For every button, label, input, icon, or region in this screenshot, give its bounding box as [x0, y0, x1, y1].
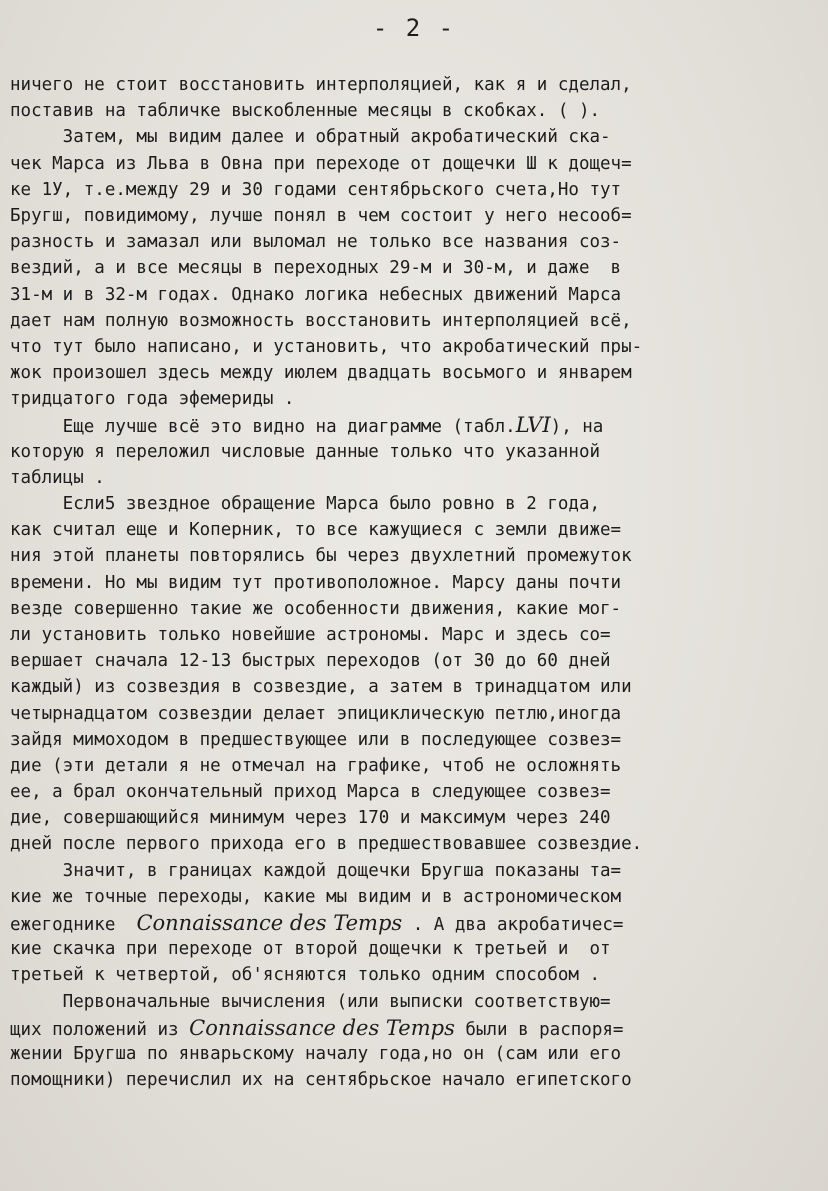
text-line: [10, 674, 822, 700]
text-line: [10, 989, 822, 1015]
typed-text: ежегоднике: [10, 915, 137, 935]
text-line: [10, 884, 822, 910]
typed-text: вездий, а и все месяцы в переходных 29-м и 30-м, и даже в: [10, 258, 622, 279]
text-line: [10, 98, 822, 124]
typed-text: Значит, в границах каждой дощечки Бругша показаны та=: [10, 860, 622, 881]
text-line: [10, 255, 822, 281]
typed-text: жок произошел здесь между июлем двадцать восьмого и январем: [10, 363, 632, 384]
handwritten-insert: LVI: [515, 413, 551, 438]
text-line: [10, 962, 822, 988]
text-line: [10, 622, 822, 648]
text-line: [10, 753, 822, 779]
typed-text: дие (эти детали я не отмечал на графике, чтоб не осложнять: [10, 755, 622, 776]
text-line: [10, 570, 822, 596]
text-line: [10, 308, 822, 334]
text-line: [10, 282, 822, 308]
text-line: [10, 334, 822, 360]
typed-text: ее, а брал окончательный приход Марса в следующее созвез=: [10, 782, 611, 803]
typed-text: кие скачка при переходе от второй дощечки к третьей и от: [10, 939, 611, 960]
typed-text: . А два акробатичес=: [402, 915, 624, 935]
typed-text: которую я переложил числовые данные только что указанной: [10, 441, 601, 462]
typed-text: поставив на табличке выскобленные месяцы в скобках. ( ).: [10, 101, 601, 122]
text-line: [10, 412, 822, 438]
text-line: [10, 727, 822, 753]
text-line: [10, 491, 822, 517]
body-text: [10, 72, 822, 1093]
handwritten-insert: Connaissance des Temps: [189, 1015, 455, 1040]
text-line: [10, 648, 822, 674]
typed-text: дней после первого прихода его в предшествовавшее созвездие.: [10, 834, 643, 855]
typed-text: Еще лучше всё это видно на диаграмме (табл.: [10, 417, 516, 438]
typed-text: дие, совершающийся минимум через 170 и максимум через 240: [10, 808, 611, 829]
text-line: [10, 386, 822, 412]
typed-text: Затем, мы видим далее и обратный акробатический ска-: [10, 127, 611, 148]
typed-text: дает нам полную возможность восстановить интерполяцией всё,: [10, 310, 632, 331]
text-line: [10, 936, 822, 962]
text-line: [10, 439, 822, 465]
text-line: [10, 177, 822, 203]
handwritten-insert: Connaissance des Temps: [136, 911, 403, 935]
text-line: [10, 701, 822, 727]
typed-text: Бругш, повидимому, лучше понял в чем состоит у него несооб=: [10, 205, 632, 226]
typed-text: Первоначальные вычисления (или выписки соответствую=: [10, 991, 611, 1012]
page-number: - 2 -: [372, 14, 456, 42]
text-line: [10, 543, 822, 569]
typed-text: ли установить только новейшие астрономы. Марс и здесь со=: [10, 624, 611, 645]
typed-text: ничего не стоит восстановить интерполяцией, как я и сделал,: [10, 75, 632, 95]
typed-text: кие же точные переходы, какие мы видим и в астрономическом: [10, 886, 622, 907]
typed-text: разность и замазал или выломал не только все названия соз-: [10, 232, 622, 253]
text-line: [10, 910, 822, 936]
typed-text: таблицы .: [10, 467, 105, 488]
text-line: [10, 1067, 822, 1093]
typed-text: жении Бругша по январьскому началу года,но он (сам или его: [10, 1043, 622, 1064]
text-line: [10, 831, 822, 857]
typed-text: были в распоря=: [454, 1019, 624, 1040]
typed-text: как считал еще и Коперник, то все кажущиеся с земли движе=: [10, 520, 622, 541]
text-line: [10, 1041, 822, 1067]
typed-text: четырнадцатом созвездии делает эпициклическую петлю,иногда: [10, 703, 622, 724]
typed-text: третьей к четвертой, об'ясняются только одним способом .: [10, 965, 601, 986]
typed-text: везде совершенно такие же особенности движения, какие мог-: [10, 598, 622, 619]
text-line: [10, 72, 822, 98]
text-line: [10, 805, 822, 831]
typed-text: каждый) из созвездия в созвездие, а затем в тринадцатом или: [10, 677, 632, 698]
typed-text: вершает сначала 12-13 быстрых переходов (от 30 до 60 дней: [10, 651, 611, 672]
text-line: [10, 360, 822, 386]
typed-text: времени. Но мы видим тут противоположное. Марсу даны почти: [10, 572, 622, 593]
typed-text: что тут было написано, и установить, что акробатический пры-: [10, 336, 643, 357]
typed-text: помощники) перечислил их на сентябрьское начало египетского: [10, 1070, 632, 1091]
text-line: [10, 779, 822, 805]
typed-text: ), на: [550, 417, 604, 438]
typed-text: зайдя мимоходом в предшествующее или в последующее созвез=: [10, 729, 622, 750]
typed-text: щих положений из: [10, 1019, 190, 1040]
text-line: [10, 465, 822, 491]
typed-text: Если5 звездное обращение Марса было ровно в 2 года,: [10, 494, 601, 514]
typed-text: чек Марса из Льва в Овна при переходе от дощечки Ш к дощеч=: [10, 153, 632, 174]
text-line: [10, 229, 822, 255]
text-line: [10, 517, 822, 543]
typed-text: 31-м и в 32-м годах. Однако логика небесных движений Марса: [10, 284, 622, 305]
typed-text: ния этой планеты повторялись бы через двухлетний промежуток: [10, 546, 632, 567]
text-line: [10, 596, 822, 622]
text-line: [10, 151, 822, 177]
text-line: [10, 858, 822, 884]
text-line: [10, 203, 822, 229]
typed-text: ке 1У, т.е.между 29 и 30 годами сентябрьского счета,Но тут: [10, 179, 622, 200]
text-line: [10, 1015, 822, 1041]
typed-text: тридцатого года эфемериды .: [10, 389, 295, 410]
text-line: [10, 124, 822, 150]
